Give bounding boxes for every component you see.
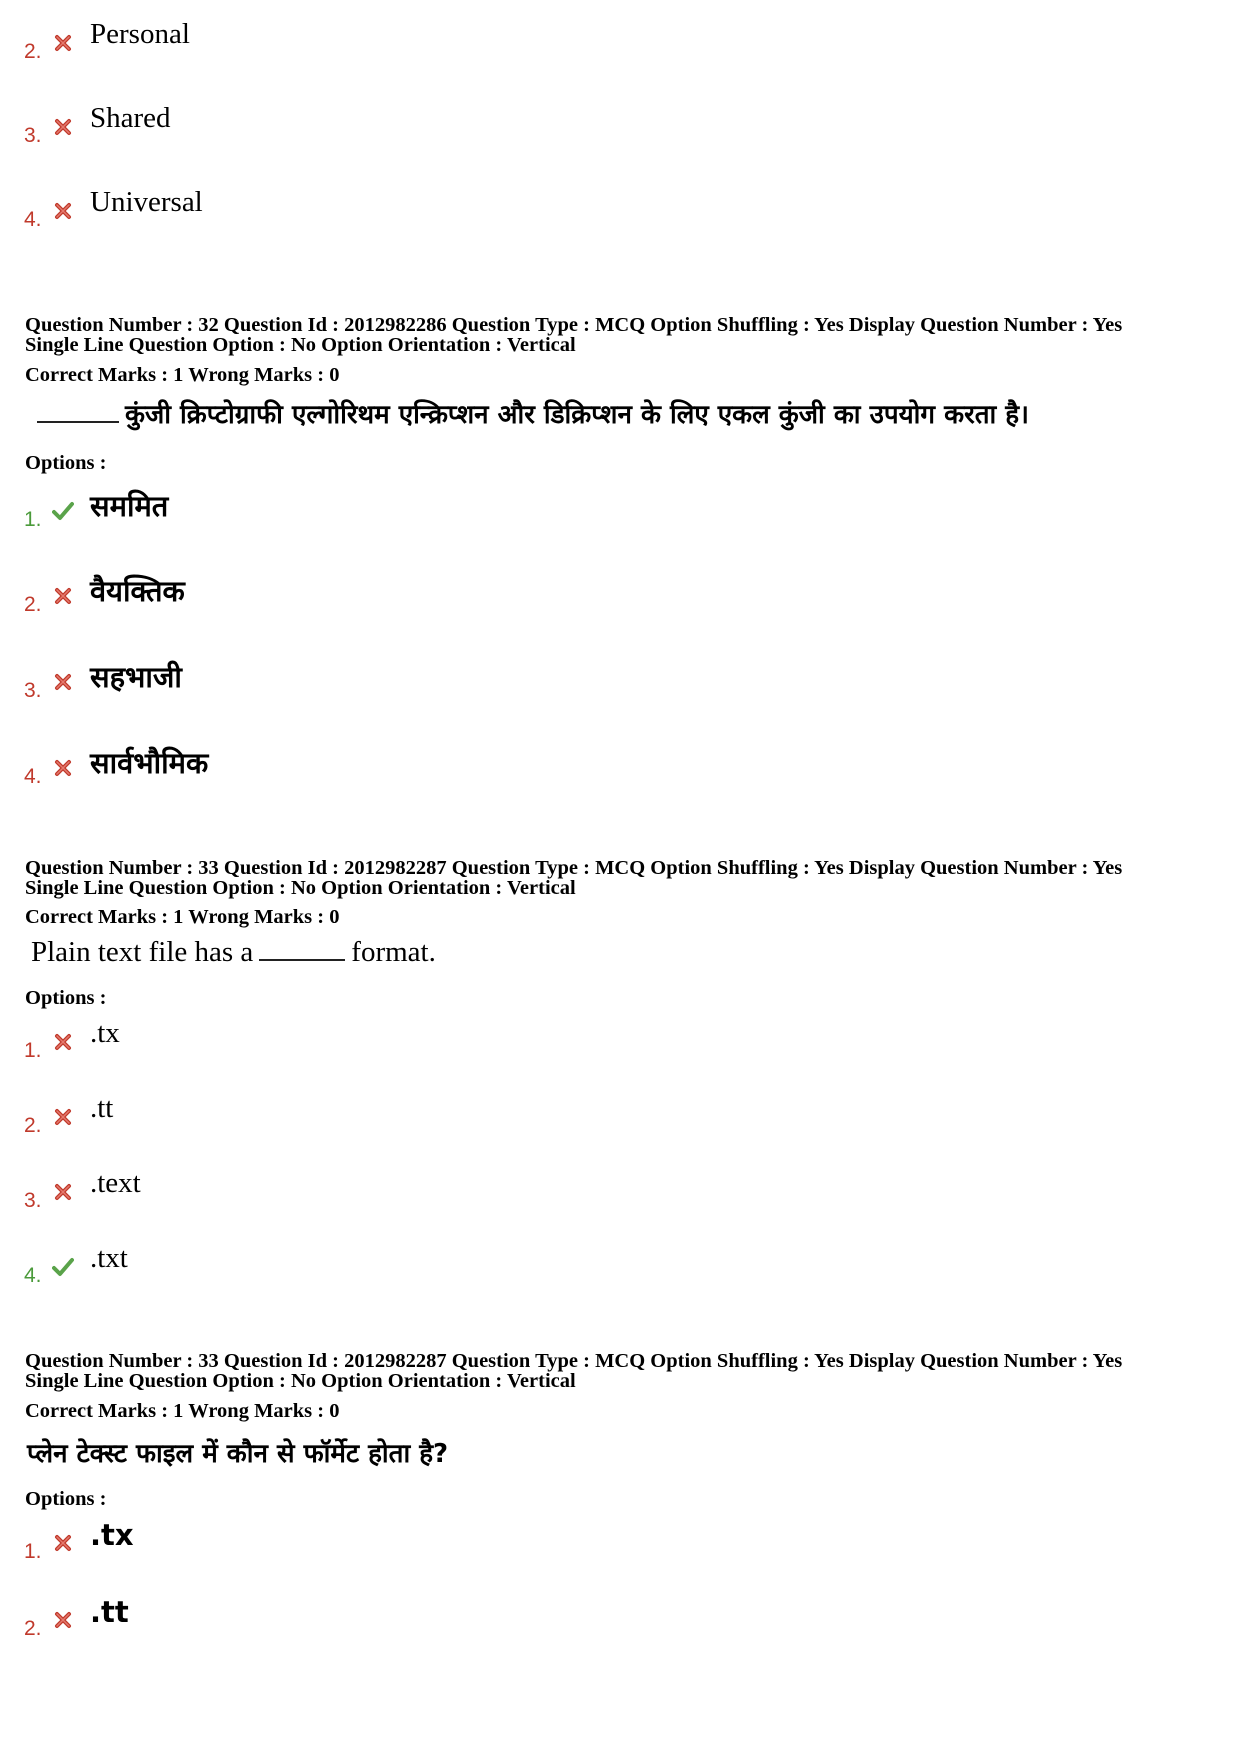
option-text: Shared xyxy=(90,102,171,134)
option-number: 2. xyxy=(24,1617,42,1640)
question-meta-line2: Single Line Question Option : No Option Orientation : Vertical xyxy=(25,1370,576,1392)
option-text: Universal xyxy=(90,186,203,218)
option-number: 4. xyxy=(24,208,42,231)
wrong-cross-icon xyxy=(52,1609,74,1631)
question-meta-line2: Single Line Question Option : No Option Orientation : Vertical xyxy=(25,877,576,899)
option-number: 1. xyxy=(24,1039,42,1062)
wrong-cross-icon xyxy=(52,585,74,607)
option-text: सार्वभौमिक xyxy=(90,746,209,780)
correct-check-icon xyxy=(52,500,74,522)
wrong-cross-icon xyxy=(52,671,74,693)
question-text: प्लेन टेक्स्ट फाइल में कौन से फॉर्मेट होता है? xyxy=(27,1439,449,1469)
option-number: 2. xyxy=(24,1114,42,1137)
wrong-cross-icon xyxy=(52,1031,74,1053)
option-text: .tx xyxy=(90,1017,120,1049)
wrong-cross-icon xyxy=(52,1106,74,1128)
option-number: 4. xyxy=(24,765,42,788)
option-number: 1. xyxy=(24,1540,42,1563)
option-number: 4. xyxy=(24,1264,42,1287)
option-text: .text xyxy=(90,1167,141,1199)
options-label: Options : xyxy=(25,1488,107,1510)
option-number: 3. xyxy=(24,1189,42,1212)
option-text: वैयक्तिक xyxy=(90,574,185,608)
option-text: Personal xyxy=(90,18,190,50)
question-marks: Correct Marks : 1 Wrong Marks : 0 xyxy=(25,906,340,928)
question-text-part: format. xyxy=(351,936,436,968)
question-marks: Correct Marks : 1 Wrong Marks : 0 xyxy=(25,364,340,386)
option-text: .tx xyxy=(90,1518,134,1552)
option-text: सममित xyxy=(90,489,169,523)
question-text-part: Plain text file has a xyxy=(31,936,254,968)
option-text: .txt xyxy=(90,1242,128,1274)
question-meta-line1: Question Number : 32 Question Id : 2012982286 Question Type : MCQ Option Shuffling : Yes Display Question Number : Yes xyxy=(25,314,1123,336)
question-text-part: कुंजी क्रिप्टोग्राफी एल्गोरिथम एन्क्रिप्शन और डिक्रिप्शन के लिए एकल कुंजी का उपयोग करता है। xyxy=(125,400,1029,430)
options-label: Options : xyxy=(25,987,107,1009)
option-number: 3. xyxy=(24,124,42,147)
wrong-cross-icon xyxy=(52,757,74,779)
question-meta-line2: Single Line Question Option : No Option Orientation : Vertical xyxy=(25,334,576,356)
option-number: 2. xyxy=(24,40,42,63)
correct-check-icon xyxy=(52,1256,74,1278)
wrong-cross-icon xyxy=(52,32,74,54)
question-text xyxy=(31,395,1029,431)
question-text xyxy=(31,936,436,969)
option-number: 1. xyxy=(24,508,42,531)
option-number: 2. xyxy=(24,593,42,616)
wrong-cross-icon xyxy=(52,116,74,138)
question-marks: Correct Marks : 1 Wrong Marks : 0 xyxy=(25,1400,340,1422)
answer-blank xyxy=(259,937,345,961)
wrong-cross-icon xyxy=(52,1532,74,1554)
wrong-cross-icon xyxy=(52,200,74,222)
option-text: .tt xyxy=(90,1092,114,1124)
question-meta-line1: Question Number : 33 Question Id : 2012982287 Question Type : MCQ Option Shuffling : Yes Display Question Number : Yes xyxy=(25,1350,1123,1372)
option-text: .tt xyxy=(90,1595,129,1629)
option-text: सहभाजी xyxy=(90,660,182,694)
answer-blank xyxy=(37,399,119,423)
question-meta-line1: Question Number : 33 Question Id : 2012982287 Question Type : MCQ Option Shuffling : Yes Display Question Number : Yes xyxy=(25,857,1123,879)
options-label: Options : xyxy=(25,452,107,474)
wrong-cross-icon xyxy=(52,1181,74,1203)
option-number: 3. xyxy=(24,679,42,702)
